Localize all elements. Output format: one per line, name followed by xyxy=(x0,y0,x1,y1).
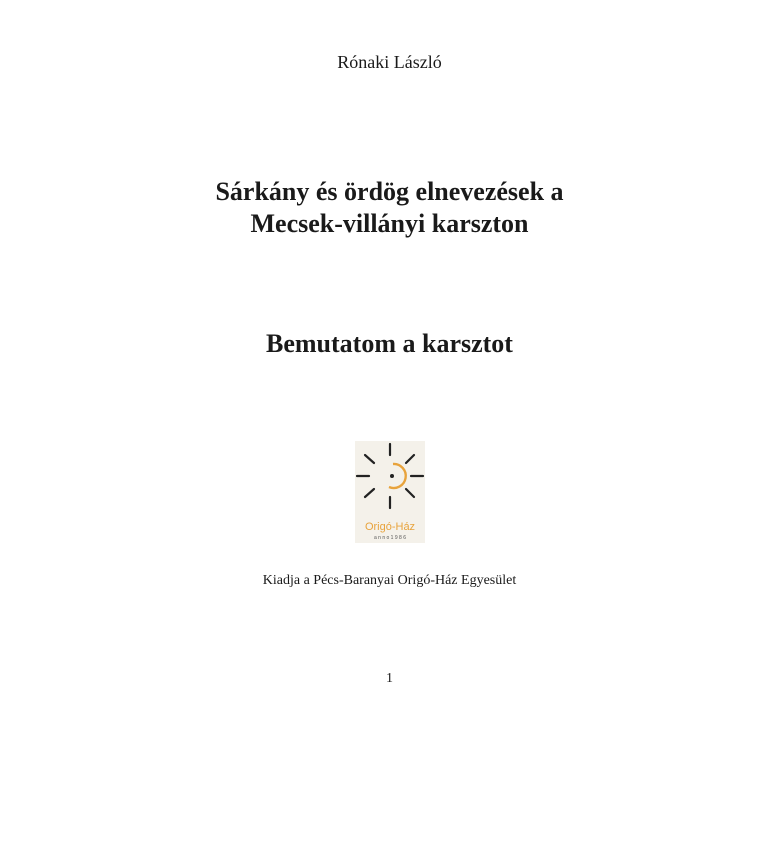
publisher-line: Kiadja a Pécs-Baranyai Origó-Ház Egyesület xyxy=(262,573,517,588)
sun-logo-icon xyxy=(355,441,425,543)
origo-haz-logo xyxy=(355,441,425,543)
title-line-2: Mecsek-villányi karszton xyxy=(250,209,529,238)
logo-name: Origó-Ház xyxy=(364,521,416,533)
document-subtitle: Bemutatom a karsztot xyxy=(266,329,513,358)
page-number: 1 xyxy=(386,671,393,686)
author-name: Rónaki László xyxy=(337,52,442,72)
logo-tagline: a n n o 1 9 8 6 xyxy=(374,535,406,541)
document-title xyxy=(0,176,779,240)
title-line-1: Sárkány és ördög elnevezések a xyxy=(215,177,564,206)
